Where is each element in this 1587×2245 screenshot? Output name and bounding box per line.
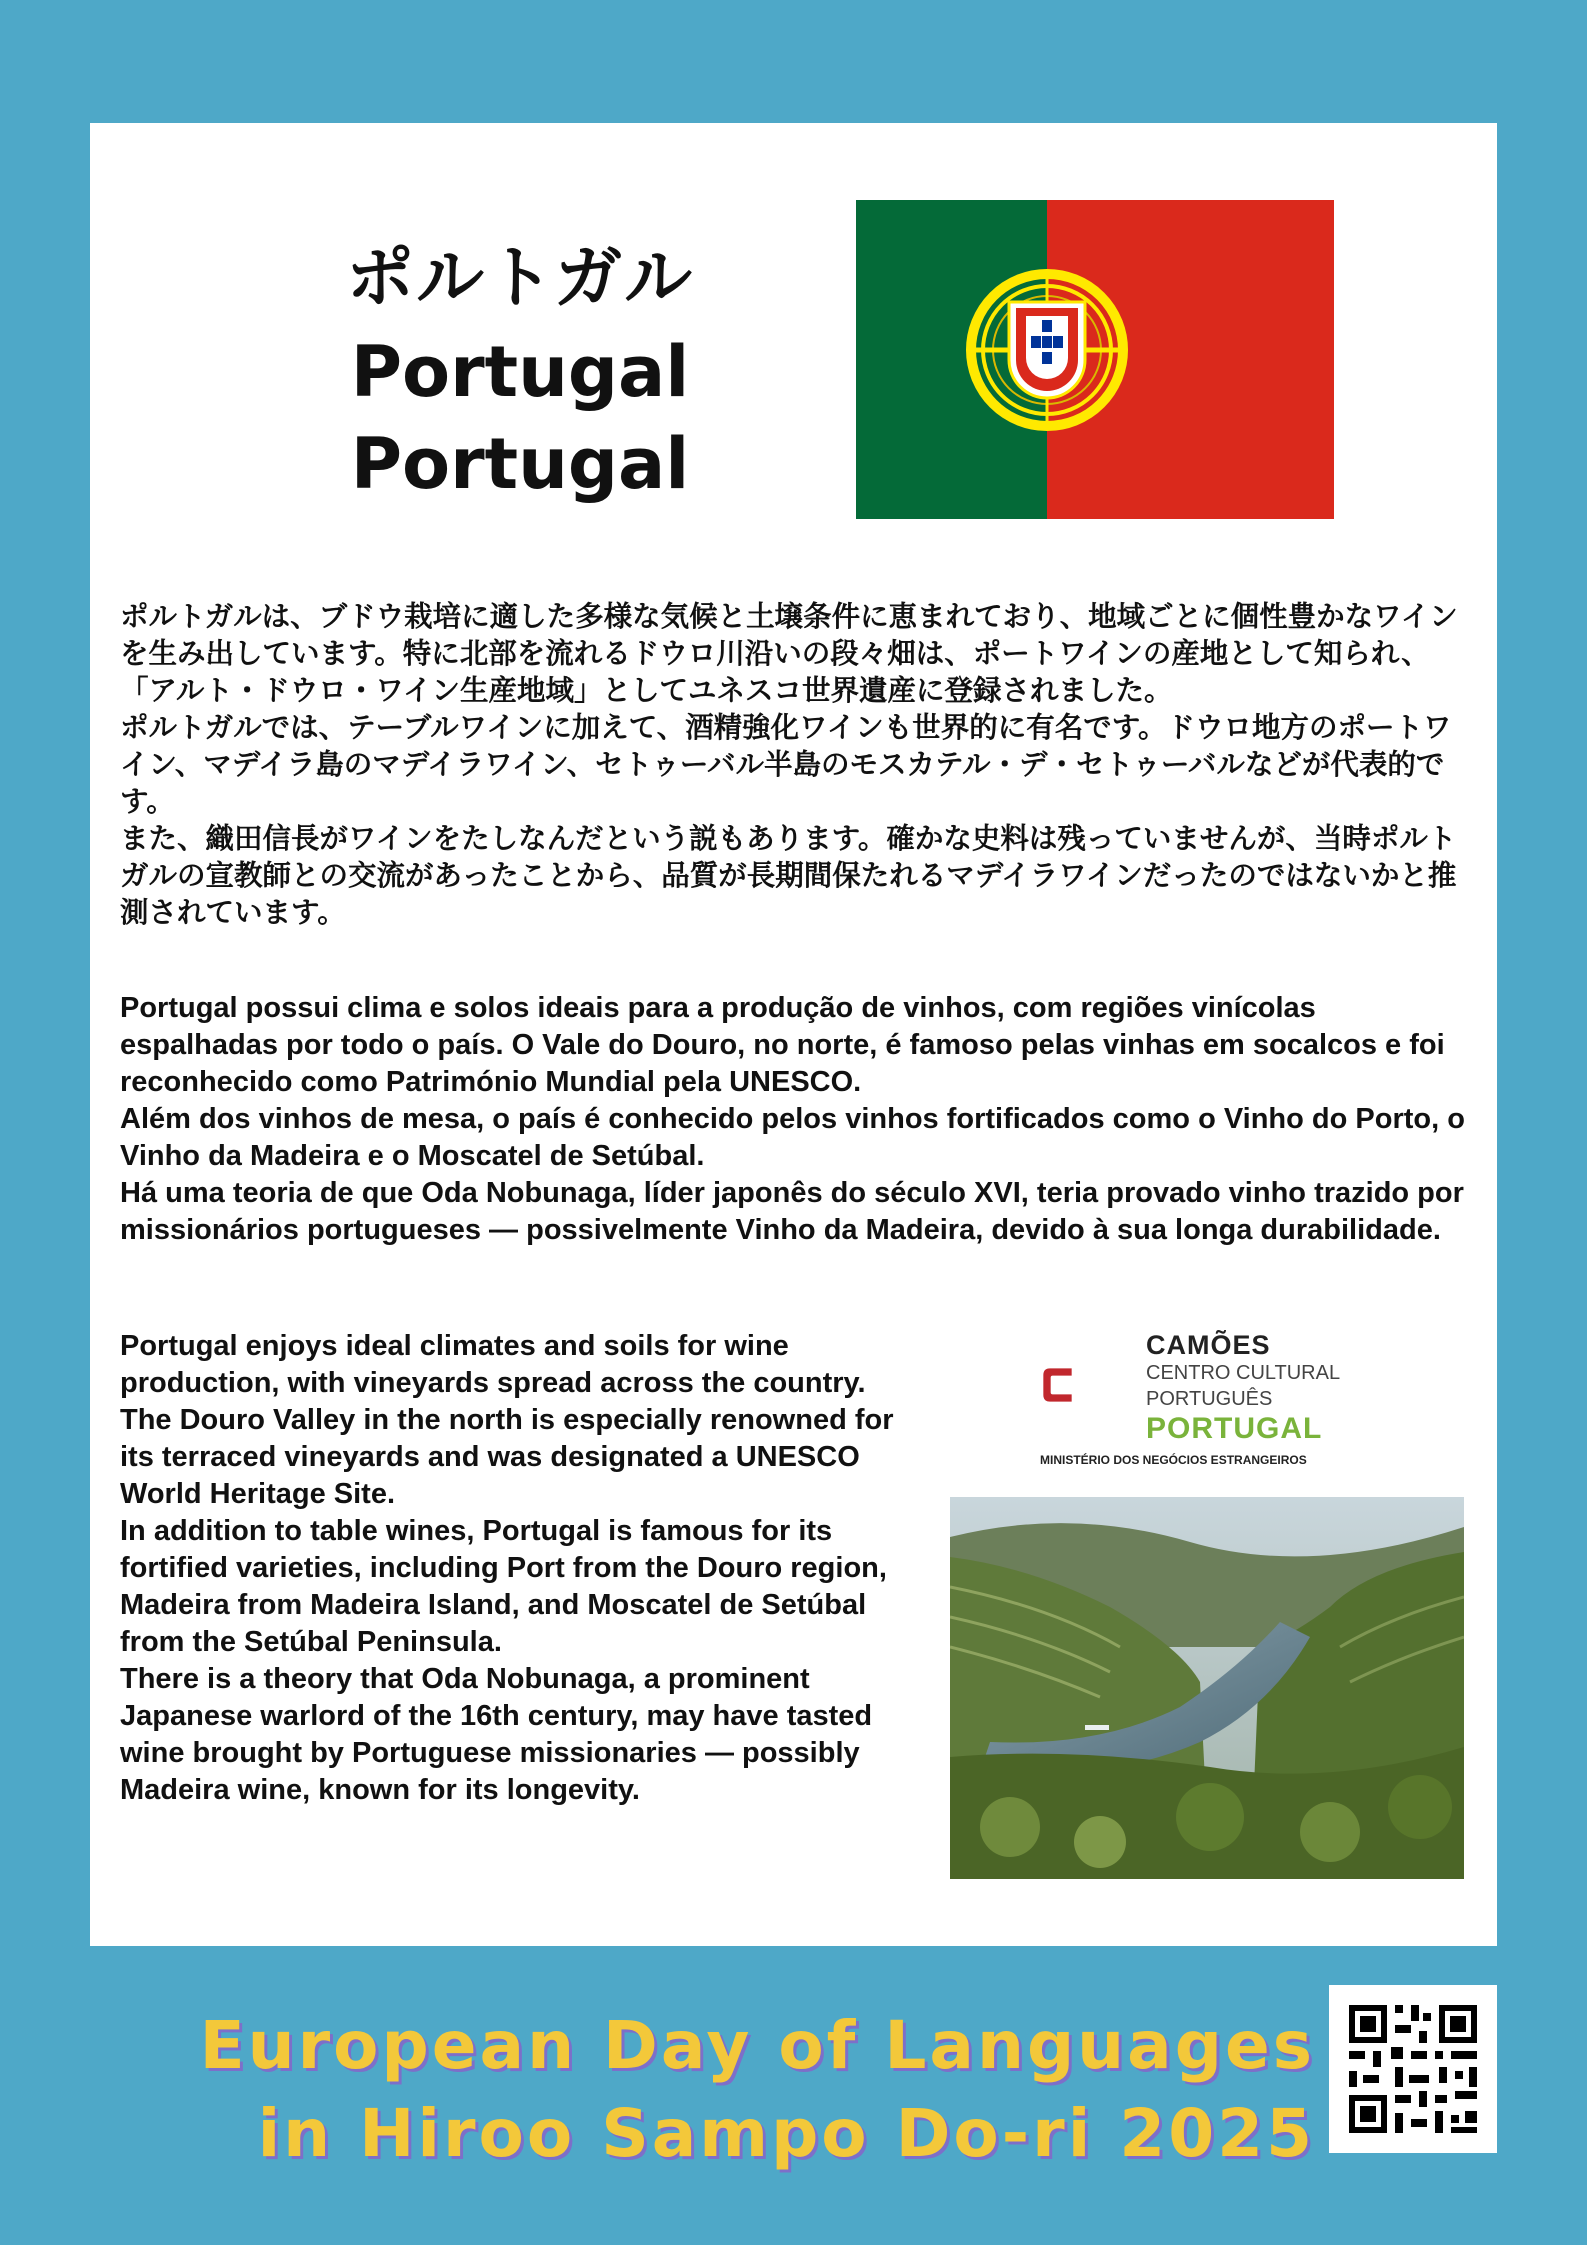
- paragraph-ja-1: ポルトガルは、ブドウ栽培に適した多様な気候と土壌条件に恵まれており、地域ごとに個性豊かなワインを生み出しています。特に北部を流れるドウロ川沿いの段々畑は、ポートワインの産地として知られ、「アルト・ドウロ・ワイン生産地域」としてユネスコ世界遺産に登録されました。: [120, 600, 1458, 707]
- paragraph-en-3: There is a theory that Oda Nobunaga, a prominent Japanese warlord of the 16th century, may have tasted wine brought by Portuguese missionaries ― possibly Madeira wine, known for its longevity.: [120, 1663, 873, 1806]
- paragraph-pt-3: Há uma teoria de que Oda Nobunaga, líder japonês do século XVI, teria provado vinho trazido por missionários portugueses ― possivelmente Vinho da Madeira, devido à sua longa durabilidade.: [120, 1177, 1464, 1246]
- description-japanese: [120, 598, 1470, 931]
- paragraph-pt-2: Além dos vinhos de mesa, o país é conhecido pelos vinhos fortificados como o Vinho do Porto, o Vinho da Madeira e o Moscatel de Setúbal.: [120, 1103, 1465, 1172]
- logo-ministerio: MINISTÉRIO DOS NEGÓCIOS ESTRANGEIROS: [1040, 1453, 1307, 1467]
- qr-code-icon[interactable]: [1329, 1985, 1497, 2153]
- portugal-flag-icon: [856, 200, 1334, 519]
- camoes-logo-icon: [1040, 1330, 1140, 1450]
- page-title: [270, 232, 770, 510]
- camoes-logo-text: [1040, 1330, 1341, 1468]
- douro-valley-photo: [950, 1497, 1464, 1879]
- title-english: Portugal: [350, 423, 690, 505]
- logo-portugues: PORTUGUÊS: [1146, 1388, 1273, 1410]
- event-banner-line-2: in Hiroo Sampo Do-ri 2025: [257, 2095, 1315, 2172]
- title-japanese: ポルトガル: [346, 239, 694, 318]
- description-portuguese: [120, 990, 1470, 1249]
- logo-centro-cultural: CENTRO CULTURAL: [1146, 1362, 1341, 1384]
- paragraph-en-1: Portugal enjoys ideal climates and soils for wine production, with vineyards spread across the country. The Douro Valley in the north is especially renowned for its terraced vineyards and was designated a UNESCO World Heritage Site.: [120, 1330, 894, 1510]
- paragraph-pt-1: Portugal possui clima e solos ideais para a produção de vinhos, com regiões vinícolas espalhadas por todo o país. O Vale do Douro, no norte, é famoso pelas vinhas em socalcos e foi reconhecido como Património Mundial pela UNESCO.: [120, 992, 1445, 1098]
- paragraph-en-2: In addition to table wines, Portugal is famous for its fortified varieties, including Port from the Douro region, Madeira from Madeira Island, and Moscatel de Setúbal from the Setúbal Peninsula.: [120, 1515, 887, 1658]
- event-banner-line-1: European Day of Languages: [199, 2007, 1315, 2084]
- paragraph-ja-2: ポルトガルでは、テーブルワインに加えて、酒精強化ワインも世界的に有名です。ドウロ地方のポートワイン、マデイラ島のマデイラワイン、セトゥーバル半島のモスカテル・デ・セトゥーバルなどが代表的です。: [120, 711, 1452, 818]
- logo-camoes: CAMÕES: [1146, 1330, 1271, 1360]
- logo-portugal: PORTUGAL: [1146, 1412, 1323, 1445]
- paragraph-ja-3: また、織田信長がワインをたしなんだという説もあります。確かな史料は残っていませんが、当時ポルトガルの宣教師との交流があったことから、品質が長期間保たれるマデイラワインだったのではないかと推測されています。: [120, 822, 1457, 929]
- event-banner: [115, 2002, 1315, 2178]
- description-english: [120, 1328, 910, 1809]
- title-portuguese: Portugal: [350, 331, 690, 413]
